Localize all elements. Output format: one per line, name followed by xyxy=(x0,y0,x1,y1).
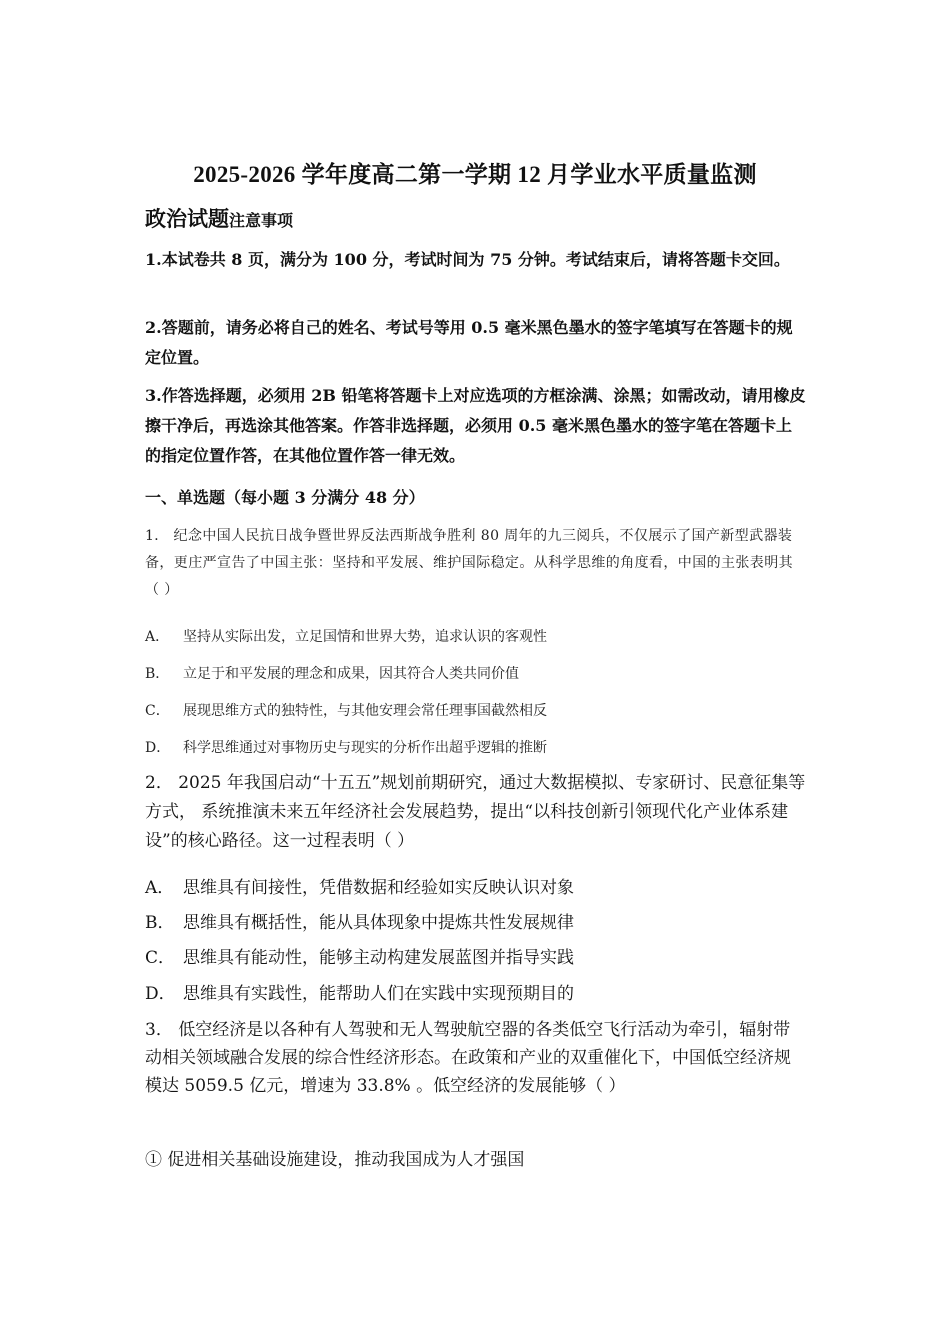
notice-heading: 注意事项 xyxy=(229,211,294,230)
option-label: C． xyxy=(145,948,176,968)
option-label: D． xyxy=(145,984,176,1004)
question-2-option-a xyxy=(145,873,574,898)
option-label: C． xyxy=(145,703,170,719)
notice-3: 3.作答选择题，必须用 2B 铅笔将答题卡上对应选项的方框涂满、涂黑；如需改动，请用橡皮擦干净后，再选涂其他答案。作答非选择题，必须用 0.5 毫米黑色墨水的签字笔在答题卡上的指定位置作答，在其他位置作答一律无效。 xyxy=(145,386,806,465)
option-text: 展现思维方式的独特性，与其他安理会常任理事国截然相反 xyxy=(183,703,547,719)
question-2-option-b xyxy=(145,908,574,933)
question-2-option-c xyxy=(145,943,574,968)
option-label: A． xyxy=(145,629,170,645)
question-1-option-a xyxy=(145,626,547,646)
subtitle xyxy=(145,203,293,233)
subject-title: 政治试题 xyxy=(145,206,229,231)
exam-title: 2025-2026 学年度高二第一学期 12 月学业水平质量监测 xyxy=(193,162,757,187)
question-1-option-d xyxy=(145,737,547,757)
notice-2: 2.答题前，请务必将自己的姓名、考试号等用 0.5 毫米黑色墨水的签字笔填写在答题卡的规定位置。 xyxy=(145,318,793,367)
option-text: 立足于和平发展的理念和成果，因其符合人类共同价值 xyxy=(183,666,519,682)
option-text: 思维具有概括性，能从具体现象中提炼共性发展规律 xyxy=(183,913,574,933)
question-3-stem: 3． 低空经济是以各种有人驾驶和无人驾驶航空器的各类低空飞行活动为牵引，辐射带动相关领域融合发展的综合性经济形态。在政策和产业的双重催化下，中国低空经济规模达 5059.5 亿元，增速为 33.8% 。低空经济的发展能够（ ） xyxy=(145,1020,791,1096)
option-text: 坚持从实际出发，立足国情和世界大势，追求认识的客观性 xyxy=(183,629,547,645)
option-label: B． xyxy=(145,666,170,682)
option-text: 思维具有间接性，凭借数据和经验如实反映认识对象 xyxy=(183,878,574,898)
option-text: 科学思维通过对事物历史与现实的分析作出超乎逻辑的推断 xyxy=(183,740,547,756)
question-1-option-b xyxy=(145,663,519,683)
question-1-option-c xyxy=(145,700,547,720)
question-2-option-d xyxy=(145,979,574,1004)
notice-1: 1.本试卷共 8 页，满分为 100 分，考试时间为 75 分钟。考试结束后，请将答题卡交回。 xyxy=(145,250,790,269)
option-text: 思维具有能动性，能够主动构建发展蓝图并指导实践 xyxy=(183,948,574,968)
question-3-item-1: ① 促进相关基础设施建设，推动我国成为人才强国 xyxy=(145,1150,525,1170)
option-label: D． xyxy=(145,740,171,756)
option-label: A． xyxy=(145,878,175,898)
question-1-stem: 1． 纪念中国人民抗日战争暨世界反法西斯战争胜利 80 周年的九三阅兵，不仅展示了国产新型武器装备，更庄严宣告了中国主张：坚持和平发展、维护国际稳定。从科学思维的角度看，中国的主张表明其（ ） xyxy=(145,528,793,598)
option-label: B． xyxy=(145,913,175,933)
option-text: 思维具有实践性，能帮助人们在实践中实现预期目的 xyxy=(183,984,574,1004)
question-2-stem: 2． 2025 年我国启动“十五五”规划前期研究，通过大数据模拟、专家研讨、民意征集等方式， 系统推演未来五年经济社会发展趋势，提出“以科技创新引领现代化产业体系建设”的核心路径。这一过程表明（ ） xyxy=(145,773,806,851)
section-heading: 一、单选题（每小题 3 分满分 48 分） xyxy=(145,488,425,507)
